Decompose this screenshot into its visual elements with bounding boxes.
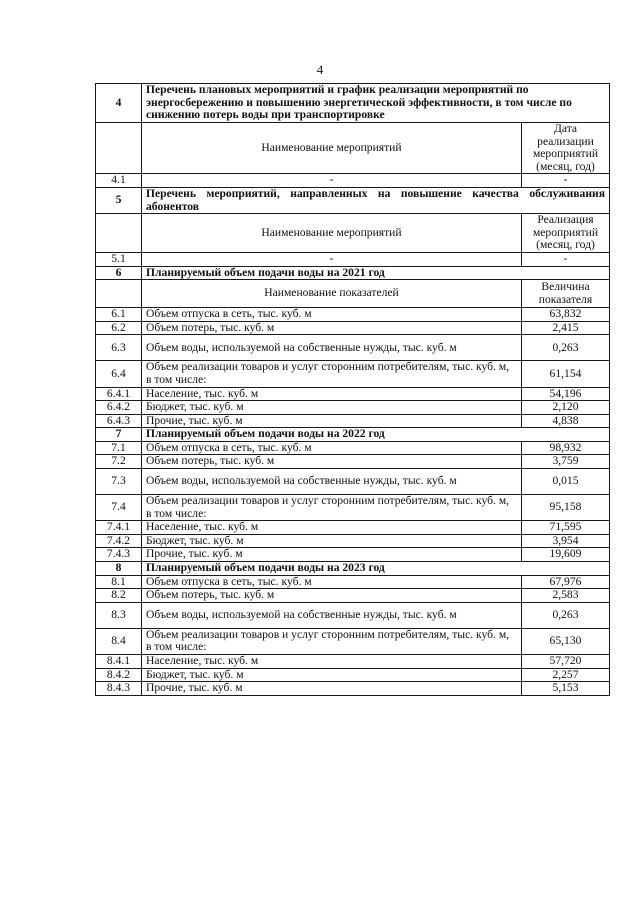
- row-value: 61,154: [521, 361, 609, 387]
- row-value: 65,130: [521, 628, 609, 654]
- row-number: 6.2: [96, 321, 142, 335]
- row-value: 54,196: [521, 387, 609, 401]
- empty-cell: [96, 123, 142, 174]
- row-value: 5,153: [521, 682, 609, 696]
- column-header-date: Дата реализации мероприятий (месяц, год): [521, 123, 609, 174]
- row-number: 6.4.1: [96, 387, 142, 401]
- row-value: 71,595: [521, 521, 609, 535]
- table-row: [96, 321, 610, 335]
- row-name: Бюджет, тыс. куб. м: [142, 401, 522, 415]
- row-name: Объем реализации товаров и услуг сторонним потребителям, тыс. куб. м, в том числе:: [142, 361, 522, 387]
- row-value: -: [521, 252, 609, 266]
- section-number: 7: [96, 428, 142, 442]
- row-number: 6.1: [96, 308, 142, 322]
- table-row: [96, 252, 610, 266]
- table-row: [96, 628, 610, 654]
- row-name: Прочие, тыс. куб. м: [142, 548, 522, 562]
- row-number: 8.2: [96, 589, 142, 603]
- table-row: [96, 174, 610, 188]
- section-7-header: [96, 428, 610, 442]
- column-header-name: Наименование показателей: [142, 280, 522, 308]
- row-value: 0,263: [521, 335, 609, 361]
- row-number: 7.3: [96, 469, 142, 495]
- row-number: 7.2: [96, 455, 142, 469]
- table-row: [96, 655, 610, 669]
- row-value: 2,583: [521, 589, 609, 603]
- row-value: 3,954: [521, 534, 609, 548]
- row-name: -: [142, 252, 522, 266]
- section-number: 6: [96, 266, 142, 280]
- column-header-row: [96, 280, 610, 308]
- row-number: 8.4.1: [96, 655, 142, 669]
- row-name: Объем отпуска в сеть, тыс. куб. м: [142, 441, 522, 455]
- table-row: [96, 682, 610, 696]
- row-name: Бюджет, тыс. куб. м: [142, 668, 522, 682]
- section-title: Планируемый объем подачи воды на 2023 год: [142, 562, 610, 576]
- row-number: 8.4.2: [96, 668, 142, 682]
- row-value: 2,120: [521, 401, 609, 415]
- row-value: 2,257: [521, 668, 609, 682]
- table-row: [96, 441, 610, 455]
- row-number: 8.1: [96, 575, 142, 589]
- row-name: -: [142, 174, 522, 188]
- table-row: [96, 455, 610, 469]
- table-row: [96, 575, 610, 589]
- row-value: 2,415: [521, 321, 609, 335]
- row-name: Объем воды, используемой на собственные нужды, тыс. куб. м: [142, 602, 522, 628]
- row-name: Объем воды, используемой на собственные нужды, тыс. куб. м: [142, 469, 522, 495]
- section-number: 4: [96, 84, 142, 123]
- table-row: [96, 361, 610, 387]
- empty-cell: [96, 280, 142, 308]
- row-number: 7.1: [96, 441, 142, 455]
- table-row: [96, 469, 610, 495]
- column-header-date: Реализация мероприятий (месяц, год): [521, 214, 609, 253]
- row-name: Население, тыс. куб. м: [142, 521, 522, 535]
- table-row: [96, 495, 610, 521]
- section-8-header: [96, 562, 610, 576]
- section-number: 8: [96, 562, 142, 576]
- section-6-header: [96, 266, 610, 280]
- plan-table: [95, 83, 610, 696]
- page-number: 4: [316, 62, 324, 77]
- row-value: 3,759: [521, 455, 609, 469]
- row-value: 57,720: [521, 655, 609, 669]
- row-number: 7.4.3: [96, 548, 142, 562]
- section-title: Планируемый объем подачи воды на 2021 год: [142, 266, 610, 280]
- row-name: Объем реализации товаров и услуг сторонним потребителям, тыс. куб. м, в том числе:: [142, 628, 522, 654]
- column-header-name: Наименование мероприятий: [142, 214, 522, 253]
- row-name: Прочие, тыс. куб. м: [142, 682, 522, 696]
- table-row: [96, 534, 610, 548]
- row-number: 8.3: [96, 602, 142, 628]
- table-row: [96, 401, 610, 415]
- column-header-value: Величина показателя: [521, 280, 609, 308]
- row-number: 6.4: [96, 361, 142, 387]
- section-title: Планируемый объем подачи воды на 2022 год: [142, 428, 610, 442]
- row-value: 98,932: [521, 441, 609, 455]
- row-name: Бюджет, тыс. куб. м: [142, 534, 522, 548]
- row-name: Объем потерь, тыс. куб. м: [142, 589, 522, 603]
- row-value: 63,832: [521, 308, 609, 322]
- row-number: 7.4.2: [96, 534, 142, 548]
- section-title: Перечень плановых мероприятий и график реализации мероприятий по энергосбережению и повышению энергетической эффективности, в том числе по снижению потерь воды при транспортировке: [142, 84, 610, 123]
- row-name: Объем потерь, тыс. куб. м: [142, 455, 522, 469]
- section-title-text: Перечень мероприятий, направленных на повышение качества обслуживания абонентов: [146, 186, 605, 213]
- row-value: -: [521, 174, 609, 188]
- table-row: [96, 335, 610, 361]
- row-number: 8.4.3: [96, 682, 142, 696]
- row-value: 0,263: [521, 602, 609, 628]
- row-number: 5.1: [96, 252, 142, 266]
- table-row: [96, 521, 610, 535]
- table-row: [96, 668, 610, 682]
- table-row: [96, 548, 610, 562]
- table-row: [96, 414, 610, 428]
- row-name: Объем отпуска в сеть, тыс. куб. м: [142, 575, 522, 589]
- section-4-header: [96, 84, 610, 123]
- row-number: 8.4: [96, 628, 142, 654]
- row-number: 6.4.3: [96, 414, 142, 428]
- row-value: 19,609: [521, 548, 609, 562]
- row-value: 95,158: [521, 495, 609, 521]
- row-name: Прочие, тыс. куб. м: [142, 414, 522, 428]
- table-row: [96, 589, 610, 603]
- section-5-header: [96, 187, 610, 213]
- row-number: 6.3: [96, 335, 142, 361]
- table-row: [96, 308, 610, 322]
- column-header-name: Наименование мероприятий: [142, 123, 522, 174]
- column-header-row: [96, 123, 610, 174]
- row-name: Население, тыс. куб. м: [142, 387, 522, 401]
- row-number: 4.1: [96, 174, 142, 188]
- row-value: 67,976: [521, 575, 609, 589]
- row-number: 7.4.1: [96, 521, 142, 535]
- row-value: 0,015: [521, 469, 609, 495]
- row-name: Население, тыс. куб. м: [142, 655, 522, 669]
- row-value: 4,838: [521, 414, 609, 428]
- row-name: Объем реализации товаров и услуг сторонним потребителям, тыс. куб. м, в том числе:: [142, 495, 522, 521]
- row-name: Объем воды, используемой на собственные нужды, тыс. куб. м: [142, 335, 522, 361]
- section-number: 5: [96, 187, 142, 213]
- row-name: Объем отпуска в сеть, тыс. куб. м: [142, 308, 522, 322]
- row-number: 7.4: [96, 495, 142, 521]
- row-number: 6.4.2: [96, 401, 142, 415]
- row-name: Объем потерь, тыс. куб. м: [142, 321, 522, 335]
- section-title: [142, 187, 610, 213]
- table-row: [96, 387, 610, 401]
- column-header-row: [96, 214, 610, 253]
- table-row: [96, 602, 610, 628]
- empty-cell: [96, 214, 142, 253]
